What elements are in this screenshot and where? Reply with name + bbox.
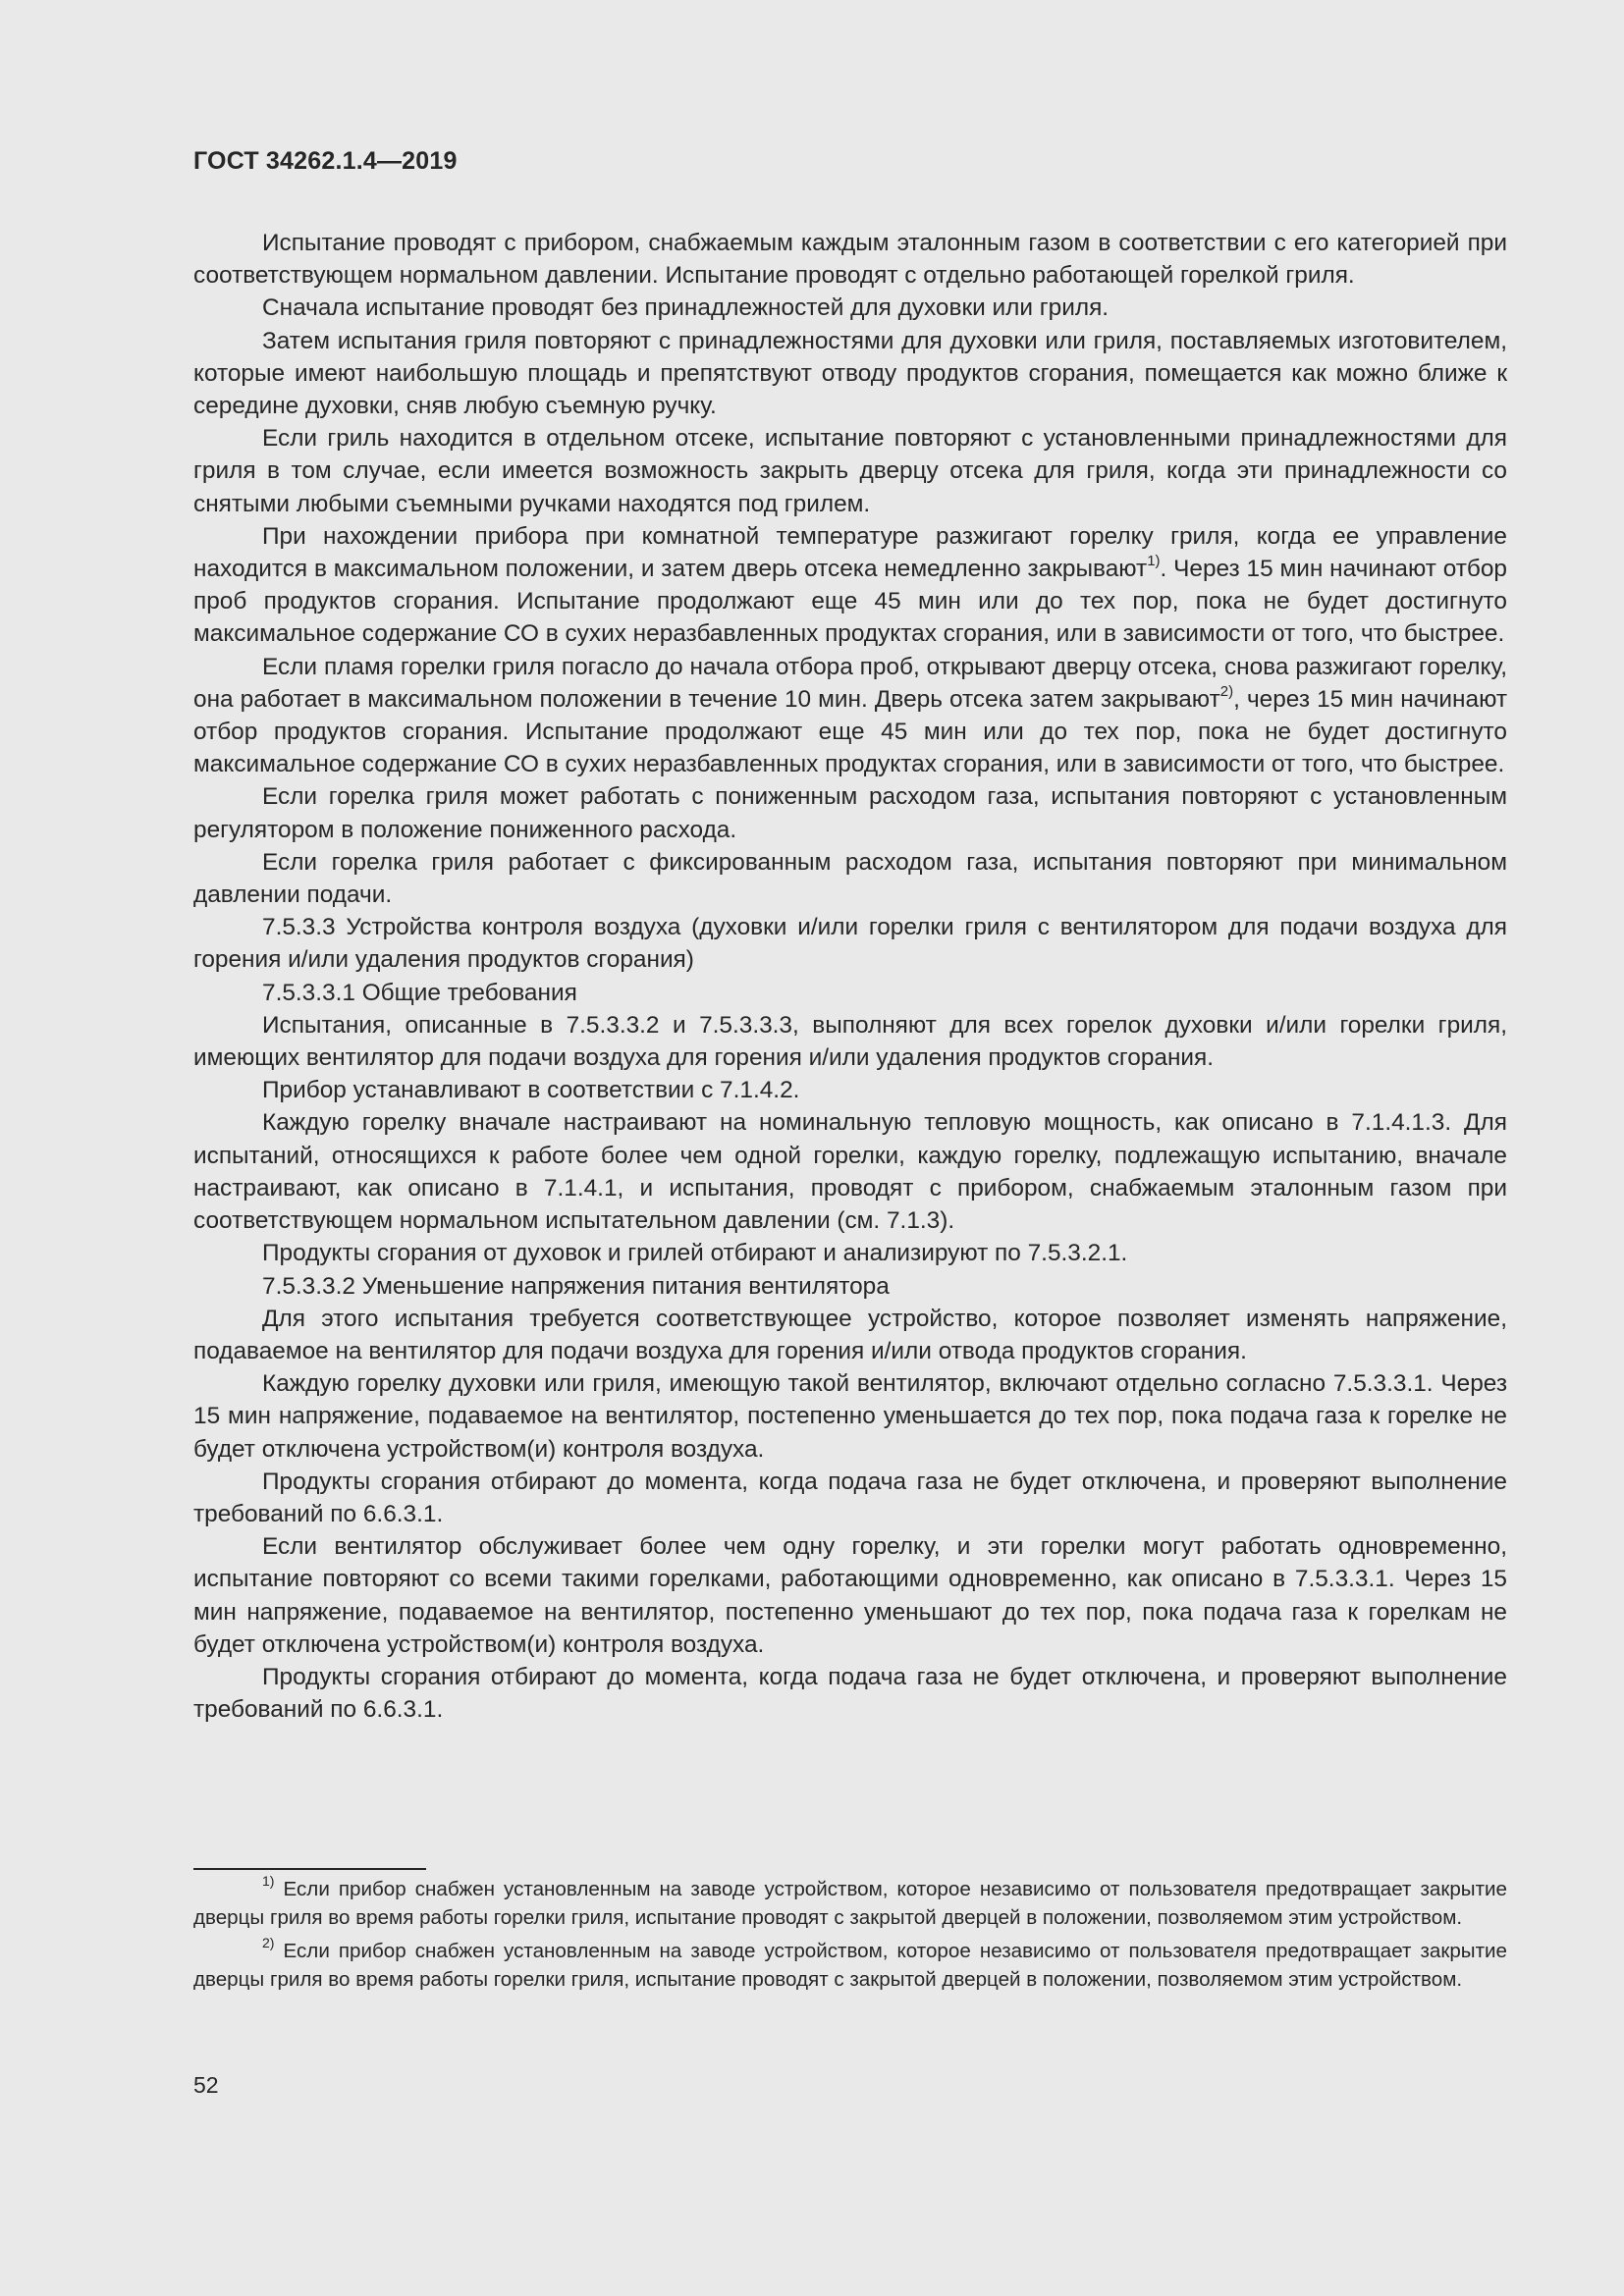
footnote-text: Если прибор снабжен установленным на заводе устройством, которое независимо от пользователя предотвращает закрытие дверцы гриля во время работы горелки гриля, испытание проводят с закрытой дверцей в положении, позволяемом этим устройством. — [193, 1878, 1507, 1929]
footnote-mark-2: 2) — [262, 1935, 275, 1951]
paragraph: Затем испытания гриля повторяют с принадлежностями для духовки или гриля, поставляемых изготовителем, которые имеют наибольшую площадь и препятствуют отводу продуктов сгорания, помещается как можно ближе к середине духовки, сняв любую съемную ручку. — [193, 327, 1507, 420]
footnote-separator — [193, 1868, 426, 1870]
paragraph-with-footnote-1 — [193, 520, 1507, 651]
paragraph: Если горелка гриля может работать с пониженным расходом газа, испытания повторяют с установленным регулятором в положение пониженного расхода. — [193, 783, 1507, 843]
footnote-2 — [193, 1937, 1507, 1994]
section-heading: 7.5.3.3.2 Уменьшение напряжения питания вентилятора — [262, 1272, 890, 1300]
footnote-mark-1: 1) — [262, 1873, 275, 1890]
paragraph: Сначала испытание проводят без принадлежностей для духовки или гриля. — [262, 294, 1110, 322]
footnote-ref-2: 2) — [1219, 682, 1234, 700]
paragraph-text-tail: , через 15 мин начинают отбор продуктов сгорания. Испытание продолжают еще 45 мин или до тех пор, пока не будет достигнуто максимальное содержание СО в сухих неразбавленных продуктах сгорания, или в зависимости от того, что быстрее. — [193, 685, 1508, 778]
paragraph: Прибор устанавливают в соответствии с 7.1.4.2. — [262, 1077, 800, 1104]
paragraph: Испытание проводят с прибором, снабжаемым каждым эталонным газом в соответствии с его категорией при соответствующем нормальном давлении. Испытание проводят с отдельно работающей горелкой гриля. — [193, 230, 1507, 290]
section-heading: 7.5.3.3.1 Общие требования — [262, 979, 577, 1006]
paragraph: Продукты сгорания от духовок и грилей отбирают и анализируют по 7.5.3.2.1. — [262, 1240, 1128, 1267]
paragraph: Каждую горелку вначале настраивают на номинальную тепловую мощность, как описано в 7.1.4.1.3. Для испытаний, относящихся к работе более чем одной горелки, каждую горелку, подлежащую испытанию, вначале настраивают, как описано в 7.1.4.1, и испытания, проводят с прибором, снабжаемым эталонным газом при соответствующем нормальном испытательном давлении (см. 7.1.3). — [193, 1109, 1507, 1235]
footnotes — [193, 1875, 1507, 1999]
paragraph: Для этого испытания требуется соответствующее устройство, которое позволяет изменять напряжение, подаваемое на вентилятор для подачи воздуха для горения и/или отвода продуктов сгорания. — [193, 1305, 1507, 1364]
paragraph: Испытания, описанные в 7.5.3.3.2 и 7.5.3.3.3, выполняют для всех горелок духовки и/или горелки гриля, имеющих вентилятор для подачи воздуха для горения и/или удаления продуктов сгорания. — [193, 1011, 1507, 1072]
paragraph-text-tail: . Через 15 мин начинают отбор проб продуктов сгорания. Испытание продолжают еще 45 мин или до тех пор, пока не будет достигнуто максимальное содержание СО в сухих неразбавленных продуктах сгорания, или в зависимости от того, что быстрее. — [193, 556, 1507, 648]
paragraph: Каждую горелку духовки или гриля, имеющую такой вентилятор, включают отдельно согласно 7.5.3.3.1. Через 15 мин напряжение, подаваемое на вентилятор, постепенно уменьшается до тех пор, пока подача газа к горелке не будет отключена устройством(и) контроля воздуха. — [193, 1370, 1507, 1463]
paragraph-text: Если пламя горелки гриля погасло до начала отбора проб, открывают дверцу отсека, снова разжигают горелку, она работает в максимальном положении в течение 10 мин. Дверь отсека затем закрывают — [193, 653, 1507, 713]
paragraph: Если горелка гриля работает с фиксированным расходом газа, испытания повторяют при минимальном давлении подачи. — [193, 848, 1507, 909]
section-heading: 7.5.3.3 Устройства контроля воздуха (духовки и/или горелки гриля с вентилятором для подачи воздуха для горения и/или удаления продуктов сгорания) — [193, 914, 1507, 974]
paragraph-with-footnote-2 — [193, 651, 1507, 781]
document-header: ГОСТ 34262.1.4—2019 — [193, 147, 458, 175]
body-text — [193, 227, 1507, 1726]
paragraph-text: При нахождении прибора при комнатной температуре разжигают горелку гриля, когда ее управление находится в максимальном положении, и затем дверь отсека немедленно закрывают — [193, 522, 1507, 583]
footnote-1 — [193, 1875, 1507, 1932]
paragraph: Продукты сгорания отбирают до момента, когда подача газа не будет отключена, и проверяют выполнение требований по 6.6.3.1. — [193, 1468, 1507, 1527]
footnote-text: Если прибор снабжен установленным на заводе устройством, которое независимо от пользователя предотвращает закрытие дверцы гриля во время работы горелки гриля, испытание проводят с закрытой дверцей в положении, позволяемом этим устройством. — [193, 1940, 1507, 1991]
paragraph: Если гриль находится в отдельном отсеке, испытание повторяют с установленными принадлежностями для гриля в том случае, если имеется возможность закрыть дверцу отсека для гриля, когда эти принадлежности со снятыми любыми съемными ручками находятся под грилем. — [193, 425, 1507, 517]
paragraph: Продукты сгорания отбирают до момента, когда подача газа не будет отключена, и проверяют выполнение требований по 6.6.3.1. — [193, 1663, 1507, 1724]
page-number: 52 — [193, 2072, 219, 2098]
footnote-ref-1: 1) — [1147, 552, 1161, 569]
paragraph: Если вентилятор обслуживает более чем одну горелку, и эти горелки могут работать одновременно, испытание повторяют со всеми такими горелками, работающими одновременно, как описано в 7.5.3.3.1. Через 15 мин напряжение, подаваемое на вентилятор, постепенно уменьшают до тех пор, пока подача газа к горелкам не будет отключена устройством(и) контроля воздуха. — [193, 1533, 1507, 1658]
